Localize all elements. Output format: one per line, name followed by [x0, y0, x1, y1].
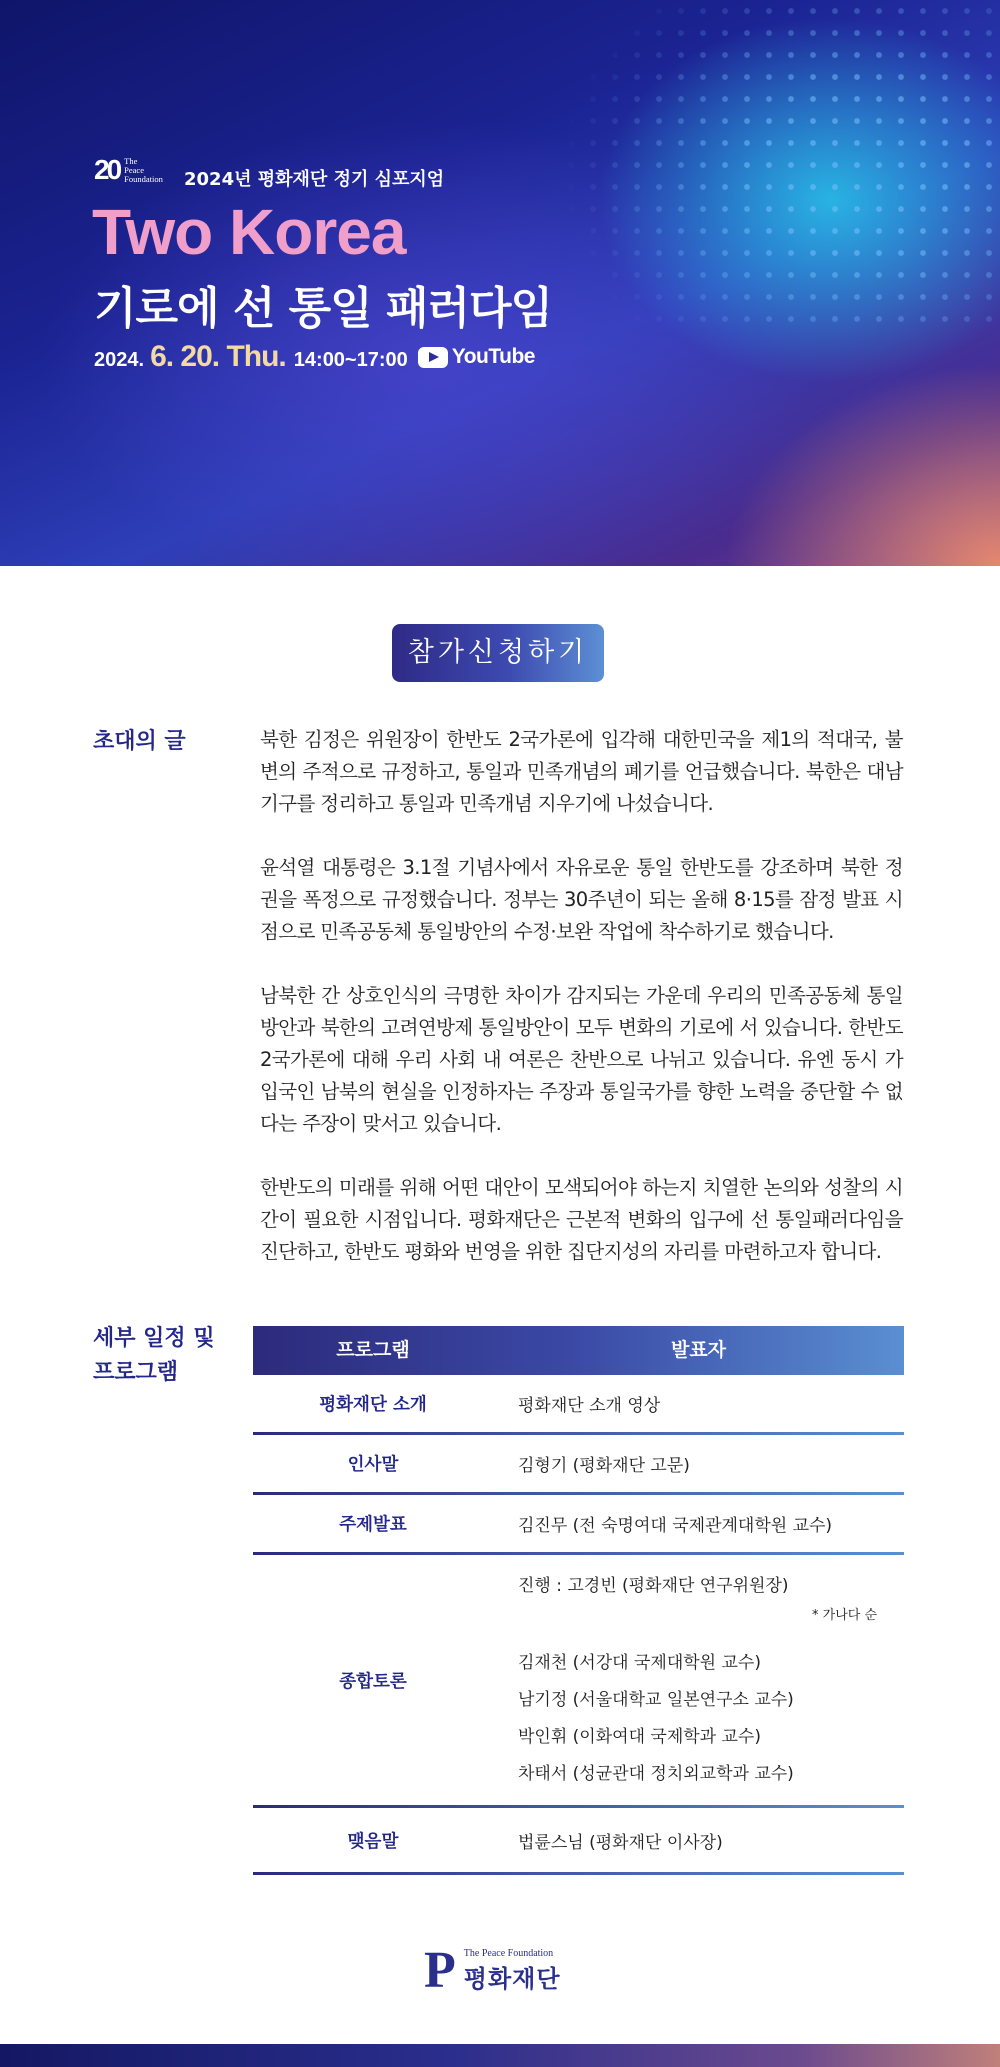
event-title-ko: 기로에 선 통일 패러다임 [94, 283, 552, 334]
program-cell: 평화재단 소개 [319, 1395, 427, 1415]
intro-paragraph: 남북한 간 상호인식의 극명한 차이가 감지되는 가운데 우리의 민족공동체 통일방안과 북한의 고려연방제 통일방안이 모두 변화의 기로에 서 있습니다. 한반도 2국가론에 대해 우리 사회 내 여론은 찬반으로 나뉘고 있습니다. 유엔 동시 가입국인 남북의 현실을 인정하자는 주장과 통일국가를 향한 노력을 중단할 수 없다는 주장이 맞서고 있습니다. [260, 984, 903, 1135]
org-line: Peace [124, 164, 144, 175]
event-date: 6. 20. Thu. [150, 340, 286, 373]
moderator-text: 진행 : 고경빈 (평화재단 연구위원장) [518, 1575, 789, 1596]
event-time: 14:00~17:00 [293, 349, 408, 371]
anniversary-number: 20 [94, 154, 120, 185]
logo-mark: P [424, 1942, 456, 1999]
order-note: * 가나다 순 [812, 1607, 877, 1623]
schedule-label-line: 프로그램 [93, 1360, 179, 1385]
anniversary-org [124, 157, 163, 184]
table-row [253, 1495, 904, 1555]
event-subtitle: 2024년 평화재단 정기 심포지엄 [184, 169, 445, 190]
program-cell: 맺음말 [347, 1831, 399, 1852]
table-row [253, 1375, 904, 1435]
panelist: 김재천 (서강대 국제대학원 교수) [518, 1652, 761, 1673]
table-row [253, 1808, 904, 1875]
speaker-cell [493, 1808, 904, 1872]
dot-pattern [560, 0, 1000, 330]
event-datetime [94, 340, 535, 374]
intro-paragraph: 윤석열 대통령은 3.1절 기념사에서 자유로운 통일 한반도를 강조하며 북한 정권을 폭정으로 규정했습니다. 정부는 30주년이 되는 올해 8·15를 잠정 발표 시점으로 민족공동체 통일방안의 수정·보완 작업에 착수하기로 했습니다. [260, 856, 903, 943]
youtube-label: YouTube [451, 345, 535, 368]
panelist: 차태서 (성균관대 정치외교학과 교수) [518, 1763, 794, 1784]
panelist: 박인휘 (이화여대 국제학과 교수) [518, 1726, 761, 1747]
intro-text [260, 724, 903, 1300]
program-cell: 종합토론 [339, 1671, 407, 1692]
schedule-section-label [93, 1322, 215, 1390]
anniversary-logo [94, 156, 163, 184]
column-header-program: 프로그램 [336, 1339, 410, 1361]
event-title-en: Two Korea [92, 196, 406, 268]
speaker-text: 법륜스님 (평화재단 이사장) [518, 1832, 723, 1853]
apply-button[interactable]: 참가신청하기 [392, 624, 604, 682]
table-row-discussion [253, 1555, 904, 1808]
speaker-text: 평화재단 소개 영상 [518, 1396, 661, 1416]
bottom-gradient-bar [0, 2044, 1000, 2067]
event-year: 2024. [94, 349, 145, 371]
schedule-table [253, 1326, 904, 1875]
intro-paragraph: 한반도의 미래를 위해 어떤 대안이 모색되어야 하는지 치열한 논의와 성찰의 시간이 필요한 시점입니다. 평화재단은 근본적 변화의 입구에 선 통일패러다임을 진단하고, 한반도 평화와 번영을 위한 집단지성의 자리를 마련하고자 합니다. [260, 1176, 903, 1263]
org-line: Foundation [124, 173, 163, 184]
table-row [253, 1435, 904, 1495]
speaker-text: 김진무 (전 숙명여대 국제관계대학원 교수) [518, 1516, 833, 1536]
program-cell: 주제발표 [339, 1515, 407, 1535]
youtube-play-icon [418, 347, 448, 368]
speaker-cell [493, 1435, 904, 1492]
youtube-logo [418, 345, 535, 369]
column-header-speaker: 발표자 [670, 1339, 727, 1361]
logo-ko-text: 평화재단 [463, 1965, 561, 1993]
peace-foundation-logo [424, 1942, 561, 1999]
panelist: 남기정 (서울대학교 일본연구소 교수) [518, 1689, 794, 1710]
logo-en-text: The Peace Foundation [463, 1948, 554, 1959]
schedule-label-line: 세부 일정 및 [93, 1326, 215, 1351]
intro-section-label: 초대의 글 [93, 729, 186, 754]
program-cell: 인사말 [347, 1455, 399, 1475]
speaker-cell [493, 1555, 904, 1805]
speaker-cell [493, 1495, 904, 1552]
org-line: The [124, 155, 138, 166]
speaker-text: 김형기 (평화재단 고문) [518, 1456, 690, 1476]
intro-paragraph: 북한 김정은 위원장이 한반도 2국가론에 입각해 대한민국을 제1의 적대국, 불변의 주적으로 규정하고, 통일과 민족개념의 폐기를 언급했습니다. 북한은 대남기구를 정리하고 통일과 민족개념 지우기에 나섰습니다. [260, 728, 903, 815]
hero-banner [0, 0, 1000, 566]
speaker-cell [493, 1375, 904, 1432]
table-header [253, 1326, 904, 1375]
